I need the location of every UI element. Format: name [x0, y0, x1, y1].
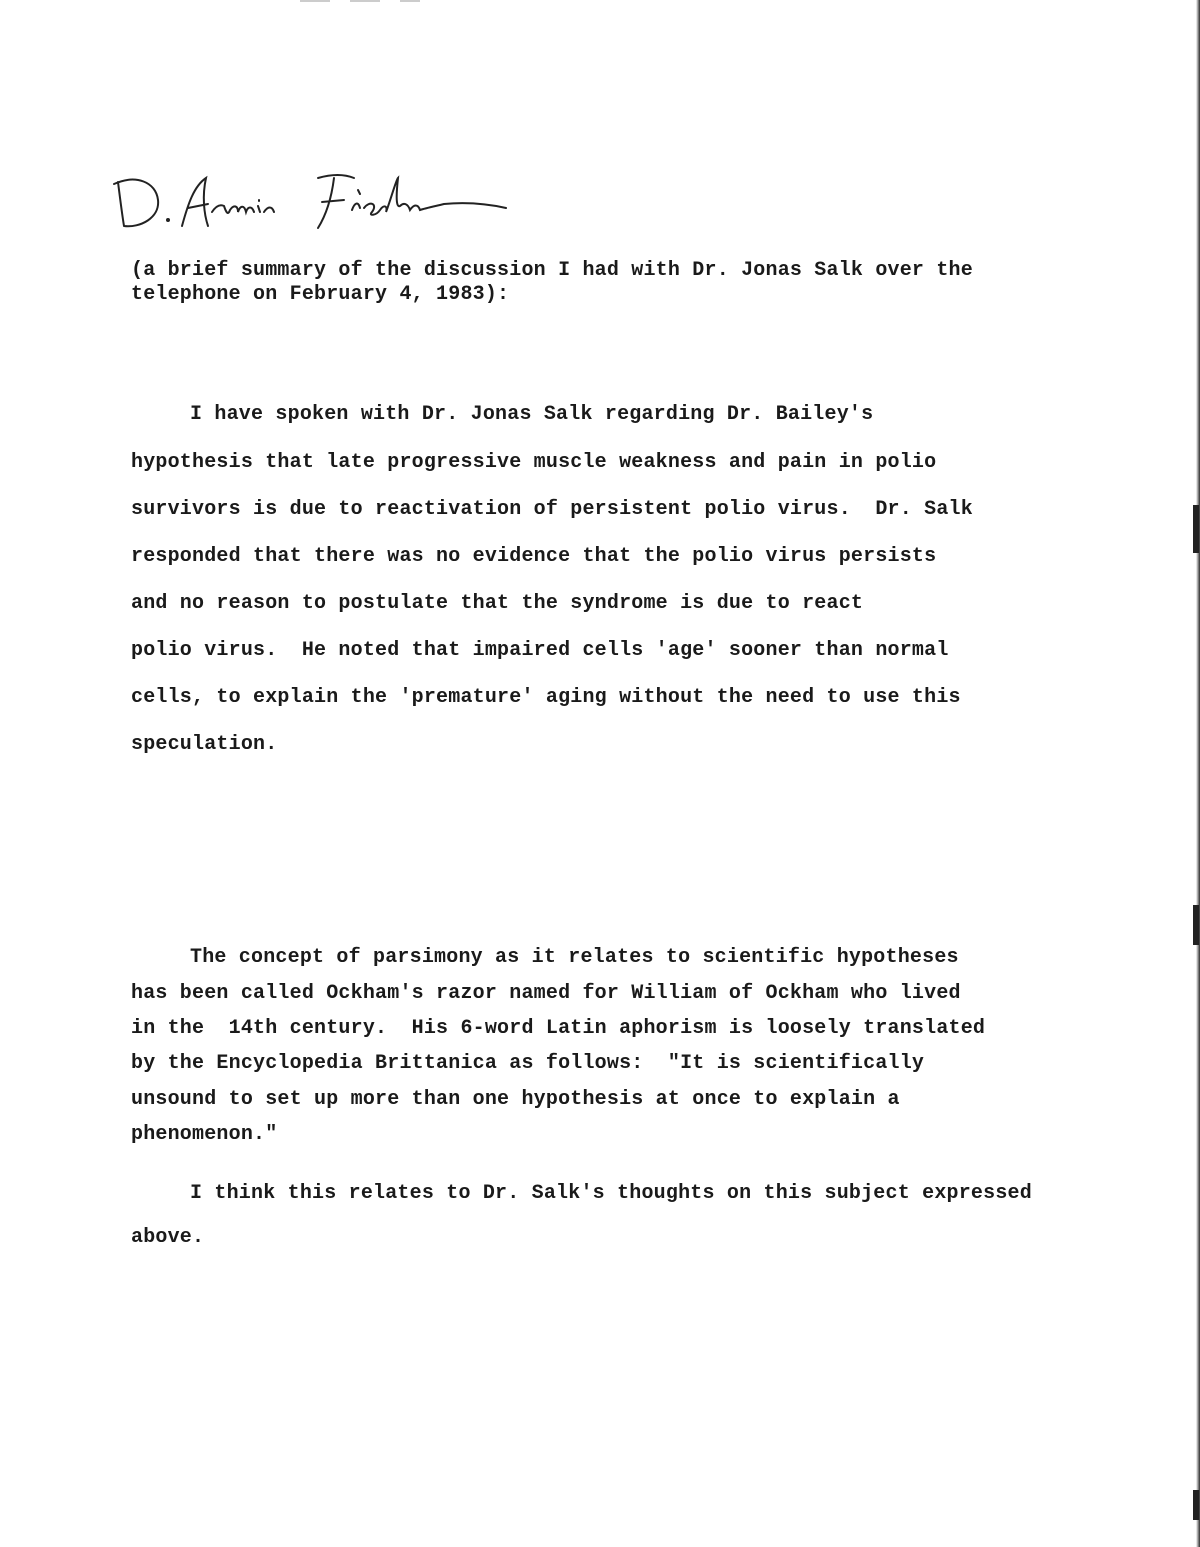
paragraph1-line: responded that there was no evidence that the polio virus persists	[131, 545, 937, 568]
paragraph1-line: cells, to explain the 'premature' aging without the need to use this	[131, 686, 961, 709]
paragraph1-line: polio virus. He noted that impaired cells 'age' sooner than normal	[131, 639, 949, 662]
paragraph2-line: phenomenon."	[131, 1123, 278, 1146]
paragraph2-line: in the 14th century. His 6-word Latin aphorism is loosely translated	[131, 1017, 986, 1040]
paragraph1-line: I have spoken with Dr. Jonas Salk regarding Dr. Bailey's	[190, 403, 874, 426]
handwritten-signature	[96, 160, 516, 240]
paragraph1-line: speculation.	[131, 733, 278, 756]
paragraph2-line: has been called Ockham's razor named for William of Ockham who lived	[131, 982, 961, 1005]
scan-edge	[1196, 0, 1200, 1547]
scan-notch	[1193, 1490, 1199, 1520]
paragraph2-line: by the Encyclopedia Brittanica as follows: "It is scientifically	[131, 1052, 925, 1075]
paragraph1-line: survivors is due to reactivation of persistent polio virus. Dr. Salk	[131, 498, 973, 521]
paragraph3-line: above.	[131, 1226, 205, 1249]
intro-line: telephone on February 4, 1983):	[131, 283, 510, 306]
paragraph2-line: The concept of parsimony as it relates to scientific hypotheses	[190, 946, 959, 969]
paragraph2-line: unsound to set up more than one hypothesis at once to explain a	[131, 1088, 900, 1111]
scan-top-marks	[0, 0, 1200, 4]
paragraph1-line: and no reason to postulate that the syndrome is due to react	[131, 592, 864, 615]
paragraph1-line: hypothesis that late progressive muscle weakness and pain in polio	[131, 451, 937, 474]
scan-notch	[1193, 505, 1199, 553]
intro-line: (a brief summary of the discussion I had with Dr. Jonas Salk over the	[131, 259, 973, 282]
scan-notch	[1193, 905, 1199, 945]
paragraph3-line: I think this relates to Dr. Salk's thoughts on this subject expressed	[190, 1182, 1032, 1205]
